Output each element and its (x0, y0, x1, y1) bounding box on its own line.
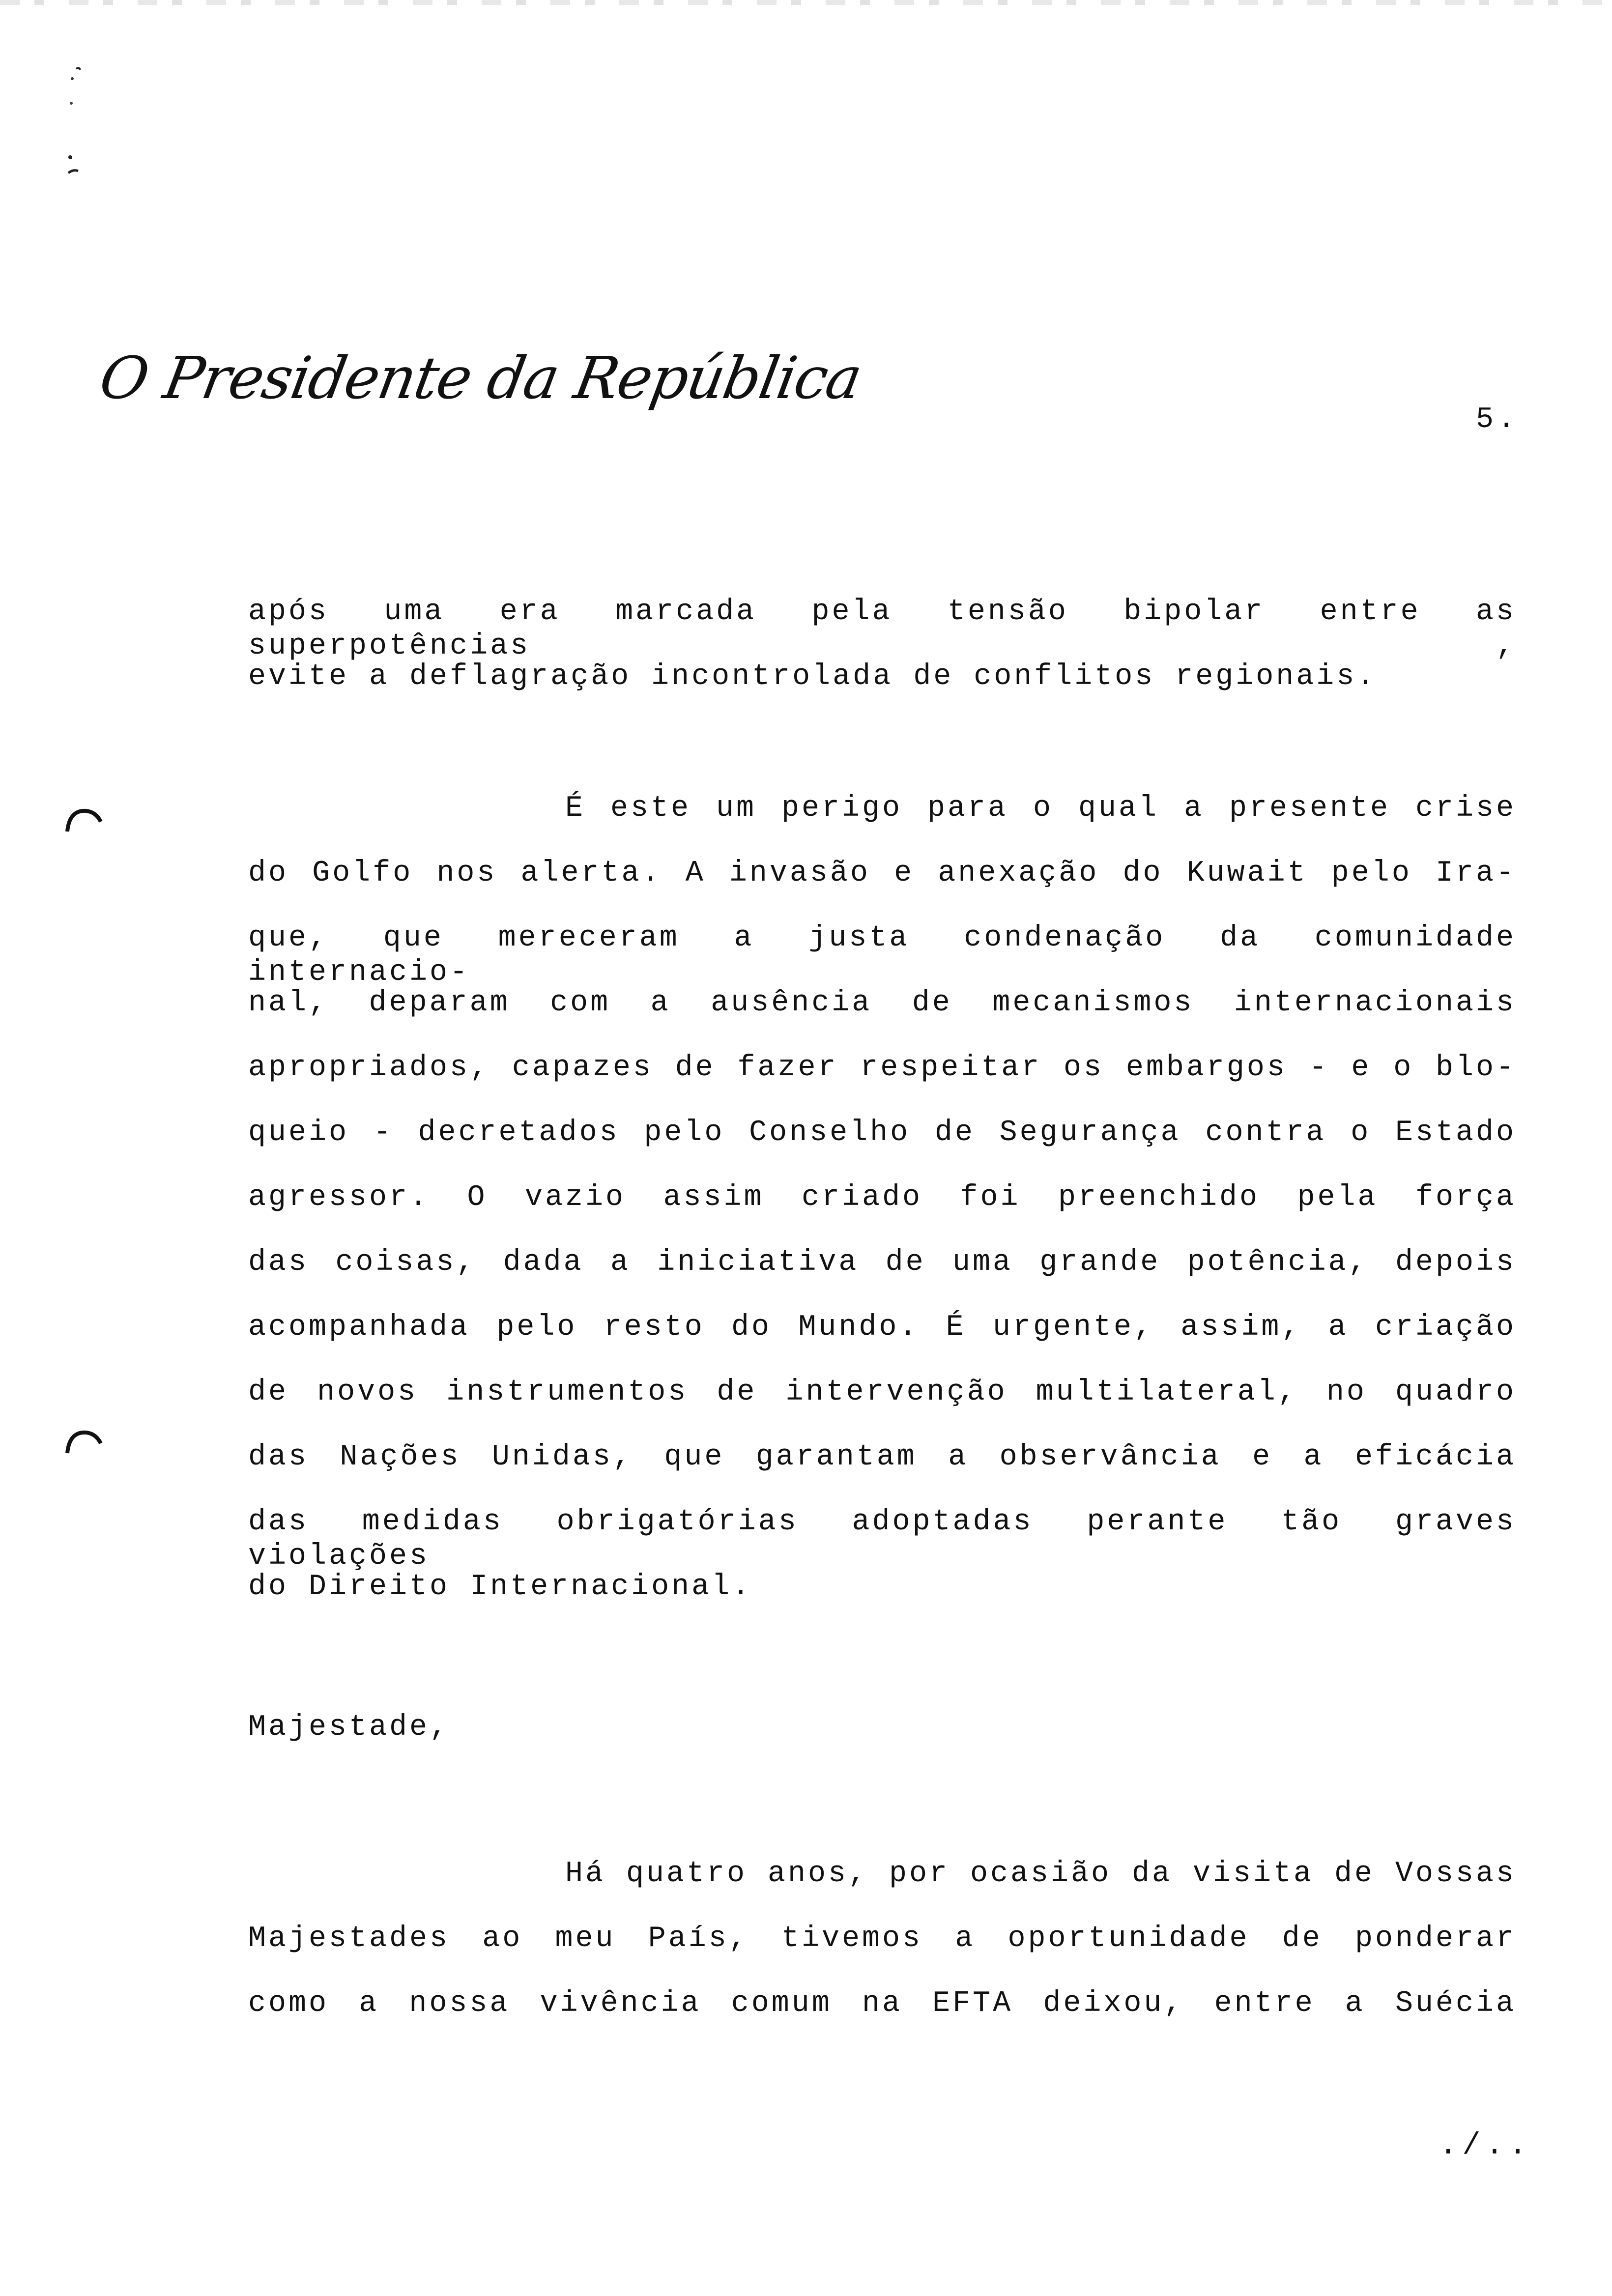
body-line: evite a deflagração incontrolada de conflitos regionais. (248, 660, 1377, 693)
body-line: das Nações Unidas, que garantam a observância e a eficácia (248, 1440, 1516, 1474)
body-line: nal, deparam com a ausência de mecanismos internacionais (248, 986, 1516, 1020)
body-line: Há quatro anos, por ocasião da visita de Vossas (565, 1857, 1516, 1891)
body-line: de novos instrumentos de intervenção multilateral, no quadro (248, 1376, 1516, 1409)
continuation-mark: ./.. (1439, 2128, 1532, 2163)
body-line: das coisas, dada a iniciativa de uma grande potência, depois (248, 1246, 1516, 1279)
scan-edge-noise (0, 0, 1612, 5)
punch-marks-icon (61, 64, 81, 182)
body-line: Majestades ao meu País, tivemos a oportunidade de ponderar (248, 1922, 1516, 1955)
body-line: do Direito Internacional. (248, 1570, 752, 1604)
body-line: É este um perigo para o qual a presente crise (565, 792, 1516, 825)
body-line: queio - decretados pelo Conselho de Segurança contra o Estado (248, 1116, 1516, 1149)
binder-mark-icon (61, 1428, 106, 1457)
body-line: agressor. O vazio assim criado foi preenchido pela força (248, 1181, 1516, 1214)
body-line: que, que mereceram a justa condenação da comunidade internacio- (248, 921, 1516, 989)
binder-mark-icon (61, 806, 106, 835)
body-line: das medidas obrigatórias adoptadas perante tão graves violações (248, 1505, 1516, 1573)
body-line: como a nossa vivência comum na EFTA deixou, entre a Suécia (248, 1987, 1516, 2020)
letterhead-title: O Presidente da República (94, 344, 866, 412)
body-line: apropriados, capazes de fazer respeitar os embargos - e o blo- (248, 1051, 1516, 1085)
body-line: acompanhada pelo resto do Mundo. É urgente, assim, a criação (248, 1311, 1516, 1344)
body-line: após uma era marcada pela tensão bipolar entre as superpotências , (248, 595, 1516, 663)
page-number: 5. (1476, 403, 1520, 436)
salutation: Majestade, (248, 1711, 450, 1744)
body-line: do Golfo nos alerta. A invasão e anexação do Kuwait pelo Ira- (248, 857, 1516, 890)
